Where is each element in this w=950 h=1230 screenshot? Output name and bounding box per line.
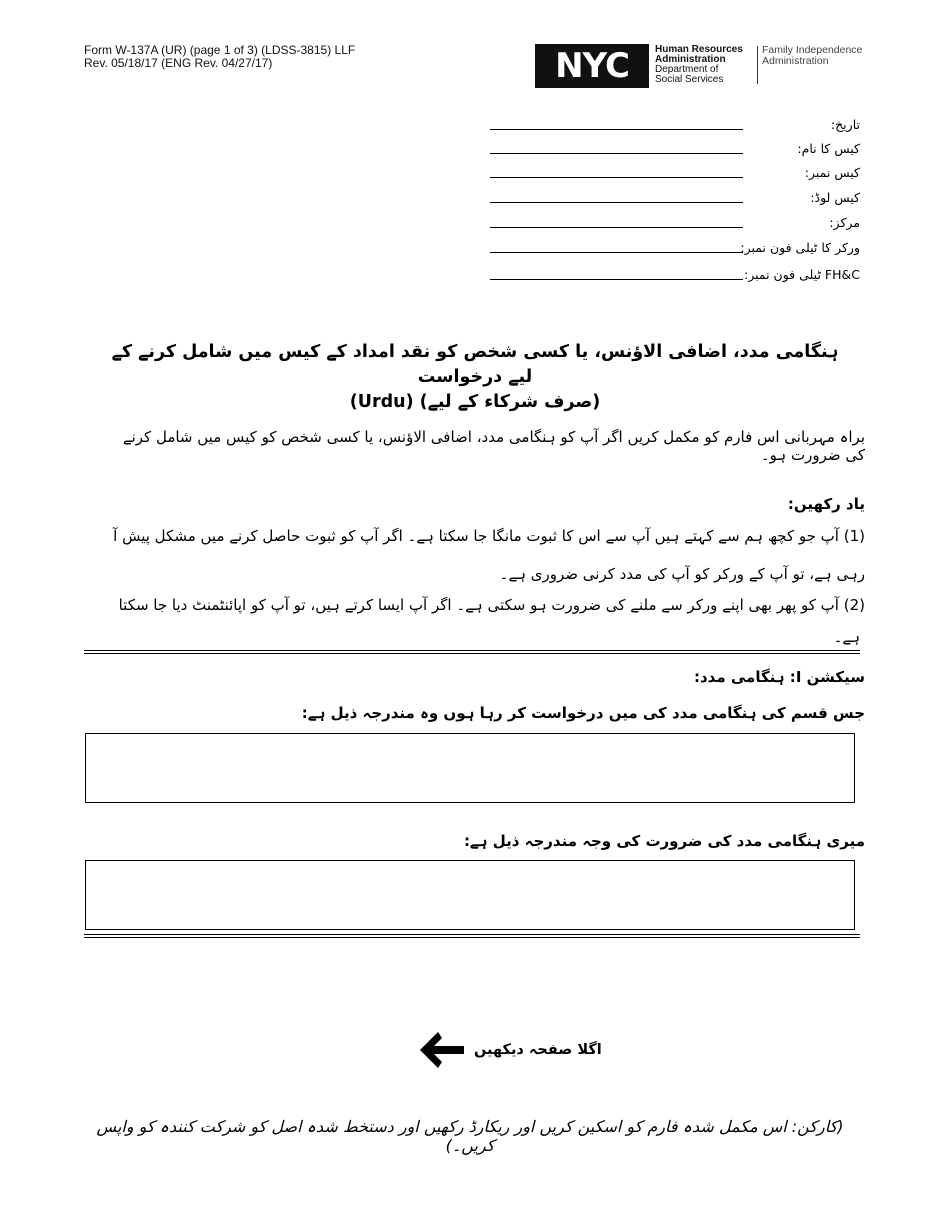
nyc-hra-logo	[535, 44, 870, 90]
remember-item-1-cont: رہی ہے، تو آپ کے ورکر کو آپ کی مدد کرنی ضروری ہے۔	[499, 565, 865, 583]
section-divider	[84, 650, 860, 654]
case-number-input-line[interactable]	[490, 177, 743, 178]
emergency-reason-box[interactable]	[85, 860, 855, 930]
logo-department-text: Human Resources Administration Department of Social Services	[655, 44, 743, 85]
fhc-phone-input-line[interactable]	[490, 279, 743, 280]
caseload-field[interactable]	[490, 183, 870, 203]
nyc-logo-mark: NYC	[535, 44, 649, 88]
section-end-divider	[84, 934, 860, 938]
case-name-label: کیس کا نام:	[797, 141, 860, 156]
remember-item-2: (2) آپ کو پھر بھی اپنے ورکر سے ملنے کی ضرورت ہو سکتی ہے۔ اگر آپ ایسا کرتے ہیں، تو آپ کو اپائنٹمنٹ دیا جا سکتا	[118, 596, 865, 614]
case-number-field[interactable]	[490, 158, 870, 178]
emergency-type-box[interactable]	[85, 733, 855, 803]
worker-instruction-note: (کارکن: اس مکمل شدہ فارم کو اسکین کریں اور ریکارڈ رکھیں اور دستخط شدہ اصل کو شرکت کنندہ کو واپس کریں۔)	[96, 1117, 844, 1155]
section-1-heading: سیکشن I: ہنگامی مدد:	[693, 668, 865, 686]
center-field[interactable]	[490, 208, 870, 228]
logo-divider	[757, 46, 758, 84]
remember-item-1: (1) آپ جو کچھ ہم سے کہتے ہیں آپ سے اس کا ثبوت مانگا جا سکتا ہے۔ اگر آپ کو ثبوت حاصل کرنے میں مشکل پیش آ	[113, 527, 865, 545]
caseload-label: کیس لوڈ:	[810, 190, 860, 205]
emergency-reason-answer[interactable]	[86, 861, 854, 929]
form-revision-line: Rev. 05/18/17 (ENG Rev. 04/27/17)	[84, 56, 273, 70]
title-line: ہنگامی مدد، اضافی الاؤنس، یا کسی شخص کو نقد امداد کے کیس میں شامل کرنے کے لیے درخواست	[111, 342, 839, 387]
title-subtitle: (صرف شرکاء کے لیے) (Urdu)	[349, 392, 601, 412]
logo-fia-text: Family Independence Administration	[762, 44, 863, 67]
next-page-indicator	[420, 1032, 602, 1068]
remember-heading: یاد رکھیں:	[787, 495, 865, 513]
emergency-type-question: جس قسم کی ہنگامی مدد کی میں درخواست کر رہا ہوں وہ مندرجہ ذیل ہے:	[301, 704, 865, 722]
center-input-line[interactable]	[490, 227, 743, 228]
worker-phone-input-line[interactable]	[490, 252, 743, 253]
date-input-line[interactable]	[490, 129, 743, 130]
case-number-label: کیس نمبر:	[804, 165, 860, 180]
caseload-input-line[interactable]	[490, 202, 743, 203]
remember-item-2-cont: ہے۔	[833, 628, 860, 646]
emergency-type-answer[interactable]	[86, 734, 854, 802]
case-name-field[interactable]	[490, 134, 870, 154]
fhc-phone-field[interactable]	[490, 260, 870, 280]
form-id-line: Form W-137A (UR) (page 1 of 3) (LDSS-3815) LLF	[84, 43, 356, 57]
date-label: تاریخ:	[830, 117, 860, 132]
case-name-input-line[interactable]	[490, 153, 743, 154]
worker-phone-field[interactable]	[490, 233, 870, 253]
form-identifier	[84, 44, 355, 70]
worker-phone-label: ورکر کا ٹیلی فون نمبر:	[740, 240, 860, 255]
next-page-label: اگلا صفحہ دیکھیں	[474, 1042, 602, 1058]
left-arrow-icon	[420, 1032, 464, 1068]
page-title	[100, 340, 850, 415]
fhc-phone-label: FH&C ٹیلی فون نمبر:	[743, 267, 860, 282]
date-field[interactable]	[490, 110, 870, 130]
emergency-reason-question: میری ہنگامی مدد کی ضرورت کی وجہ مندرجہ ذیل ہے:	[463, 832, 865, 850]
intro-paragraph: براہ مہربانی اس فارم کو مکمل کریں اگر آپ کو ہنگامی مدد، اضافی الاؤنس، یا کسی شخص کو کیس میں شامل کرنے کی ضرورت ہو۔	[122, 428, 865, 464]
center-label: مرکز:	[829, 215, 860, 230]
